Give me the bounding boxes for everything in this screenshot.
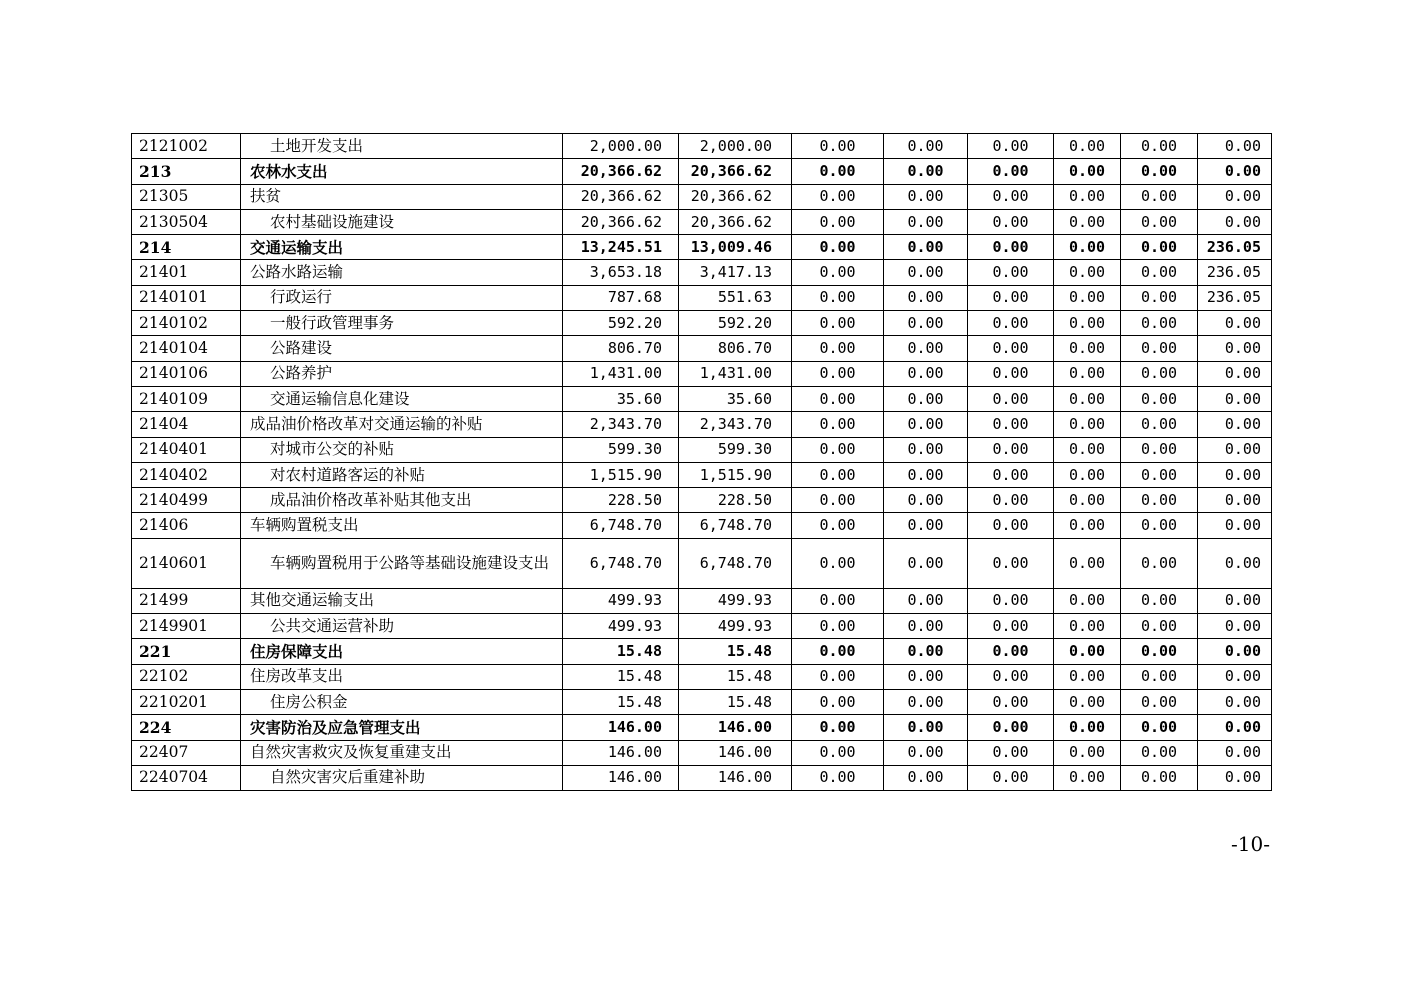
amount-cell-6: 0.00	[1054, 412, 1121, 437]
amount-cell-6: 0.00	[1054, 664, 1121, 689]
amount-cell-6: 0.00	[1054, 361, 1121, 386]
amount-cell-3: 0.00	[792, 386, 884, 411]
table-row	[132, 134, 1272, 159]
amount-cell-5: 0.00	[968, 689, 1054, 714]
amount-cell-5: 0.00	[968, 437, 1054, 462]
subject-code-cell: 2140601	[132, 538, 241, 588]
subject-name-cell: 农村基础设施建设	[241, 209, 563, 234]
amount-cell-3: 0.00	[792, 765, 884, 790]
amount-cell-4: 0.00	[884, 311, 968, 336]
subject-name-cell: 土地开发支出	[241, 134, 563, 159]
table-row	[132, 513, 1272, 538]
amount-cell-6: 0.00	[1054, 311, 1121, 336]
amount-cell-8: 0.00	[1198, 689, 1272, 714]
subject-name-cell: 车辆购置税用于公路等基础设施建设支出	[241, 538, 563, 588]
table-row	[132, 715, 1272, 740]
subject-code-cell: 2121002	[132, 134, 241, 159]
amount-cell-7: 0.00	[1121, 588, 1198, 613]
amount-cell-1: 1,515.90	[563, 462, 679, 487]
amount-cell-5: 0.00	[968, 765, 1054, 790]
amount-cell-3: 0.00	[792, 209, 884, 234]
amount-cell-5: 0.00	[968, 209, 1054, 234]
amount-cell-5: 0.00	[968, 159, 1054, 184]
amount-cell-1: 15.48	[563, 689, 679, 714]
amount-cell-5: 0.00	[968, 285, 1054, 310]
amount-cell-6: 0.00	[1054, 260, 1121, 285]
table-row	[132, 412, 1272, 437]
subject-code-cell: 2140106	[132, 361, 241, 386]
subject-code-cell: 2130504	[132, 209, 241, 234]
amount-cell-1: 15.48	[563, 639, 679, 664]
amount-cell-4: 0.00	[884, 614, 968, 639]
amount-cell-7: 0.00	[1121, 639, 1198, 664]
subject-code-cell: 2140104	[132, 336, 241, 361]
table-row	[132, 664, 1272, 689]
amount-cell-5: 0.00	[968, 614, 1054, 639]
amount-cell-3: 0.00	[792, 588, 884, 613]
amount-cell-4: 0.00	[884, 588, 968, 613]
table-body	[132, 134, 1272, 791]
amount-cell-1: 146.00	[563, 740, 679, 765]
amount-cell-6: 0.00	[1054, 386, 1121, 411]
subject-code-cell: 21401	[132, 260, 241, 285]
amount-cell-6: 0.00	[1054, 488, 1121, 513]
amount-cell-6: 0.00	[1054, 209, 1121, 234]
subject-name-cell: 对城市公交的补贴	[241, 437, 563, 462]
amount-cell-8: 0.00	[1198, 462, 1272, 487]
amount-cell-5: 0.00	[968, 361, 1054, 386]
amount-cell-7: 0.00	[1121, 386, 1198, 411]
amount-cell-8: 0.00	[1198, 588, 1272, 613]
subject-name-cell: 一般行政管理事务	[241, 311, 563, 336]
amount-cell-5: 0.00	[968, 184, 1054, 209]
subject-name-cell: 车辆购置税支出	[241, 513, 563, 538]
amount-cell-1: 599.30	[563, 437, 679, 462]
subject-name-cell: 其他交通运输支出	[241, 588, 563, 613]
amount-cell-5: 0.00	[968, 134, 1054, 159]
amount-cell-5: 0.00	[968, 462, 1054, 487]
amount-cell-8: 0.00	[1198, 614, 1272, 639]
subject-code-cell: 2140102	[132, 311, 241, 336]
amount-cell-5: 0.00	[968, 588, 1054, 613]
amount-cell-8: 0.00	[1198, 209, 1272, 234]
amount-cell-7: 0.00	[1121, 462, 1198, 487]
subject-code-cell: 224	[132, 715, 241, 740]
subject-name-cell: 公共交通运营补助	[241, 614, 563, 639]
amount-cell-3: 0.00	[792, 184, 884, 209]
subject-name-cell: 住房改革支出	[241, 664, 563, 689]
table-row	[132, 209, 1272, 234]
amount-cell-8: 236.05	[1198, 235, 1272, 260]
subject-name-cell: 公路养护	[241, 361, 563, 386]
amount-cell-4: 0.00	[884, 134, 968, 159]
amount-cell-8: 0.00	[1198, 513, 1272, 538]
amount-cell-1: 20,366.62	[563, 184, 679, 209]
amount-cell-6: 0.00	[1054, 740, 1121, 765]
amount-cell-4: 0.00	[884, 412, 968, 437]
amount-cell-8: 0.00	[1198, 184, 1272, 209]
amount-cell-1: 146.00	[563, 715, 679, 740]
amount-cell-2: 13,009.46	[679, 235, 792, 260]
amount-cell-4: 0.00	[884, 740, 968, 765]
subject-code-cell: 2140109	[132, 386, 241, 411]
amount-cell-7: 0.00	[1121, 311, 1198, 336]
amount-cell-6: 0.00	[1054, 336, 1121, 361]
amount-cell-4: 0.00	[884, 513, 968, 538]
subject-name-cell: 灾害防治及应急管理支出	[241, 715, 563, 740]
amount-cell-6: 0.00	[1054, 134, 1121, 159]
subject-name-cell: 住房公积金	[241, 689, 563, 714]
amount-cell-7: 0.00	[1121, 614, 1198, 639]
amount-cell-3: 0.00	[792, 538, 884, 588]
subject-code-cell: 21499	[132, 588, 241, 613]
amount-cell-8: 0.00	[1198, 336, 1272, 361]
amount-cell-7: 0.00	[1121, 184, 1198, 209]
table-row	[132, 184, 1272, 209]
amount-cell-5: 0.00	[968, 639, 1054, 664]
amount-cell-8: 0.00	[1198, 538, 1272, 588]
subject-code-cell: 214	[132, 235, 241, 260]
amount-cell-3: 0.00	[792, 260, 884, 285]
amount-cell-8: 0.00	[1198, 664, 1272, 689]
amount-cell-3: 0.00	[792, 740, 884, 765]
amount-cell-2: 146.00	[679, 740, 792, 765]
amount-cell-1: 20,366.62	[563, 159, 679, 184]
amount-cell-6: 0.00	[1054, 765, 1121, 790]
amount-cell-3: 0.00	[792, 361, 884, 386]
table-row	[132, 159, 1272, 184]
amount-cell-2: 599.30	[679, 437, 792, 462]
page-number: -10-	[1231, 832, 1270, 856]
table-row	[132, 488, 1272, 513]
table-row	[132, 285, 1272, 310]
amount-cell-3: 0.00	[792, 715, 884, 740]
amount-cell-2: 228.50	[679, 488, 792, 513]
amount-cell-8: 0.00	[1198, 361, 1272, 386]
table-row	[132, 740, 1272, 765]
amount-cell-3: 0.00	[792, 336, 884, 361]
amount-cell-4: 0.00	[884, 209, 968, 234]
table-row	[132, 538, 1272, 588]
amount-cell-8: 0.00	[1198, 134, 1272, 159]
amount-cell-7: 0.00	[1121, 159, 1198, 184]
table-row	[132, 311, 1272, 336]
amount-cell-6: 0.00	[1054, 513, 1121, 538]
amount-cell-2: 15.48	[679, 664, 792, 689]
subject-code-cell: 2149901	[132, 614, 241, 639]
amount-cell-1: 3,653.18	[563, 260, 679, 285]
amount-cell-4: 0.00	[884, 715, 968, 740]
amount-cell-4: 0.00	[884, 538, 968, 588]
subject-code-cell: 2210201	[132, 689, 241, 714]
amount-cell-3: 0.00	[792, 462, 884, 487]
subject-name-cell: 农林水支出	[241, 159, 563, 184]
subject-name-cell: 成品油价格改革对交通运输的补贴	[241, 412, 563, 437]
subject-code-cell: 2140402	[132, 462, 241, 487]
amount-cell-7: 0.00	[1121, 715, 1198, 740]
amount-cell-3: 0.00	[792, 614, 884, 639]
amount-cell-2: 6,748.70	[679, 538, 792, 588]
amount-cell-2: 35.60	[679, 386, 792, 411]
table-row	[132, 588, 1272, 613]
amount-cell-2: 592.20	[679, 311, 792, 336]
amount-cell-2: 2,343.70	[679, 412, 792, 437]
subject-name-cell: 住房保障支出	[241, 639, 563, 664]
amount-cell-4: 0.00	[884, 361, 968, 386]
amount-cell-4: 0.00	[884, 639, 968, 664]
amount-cell-4: 0.00	[884, 689, 968, 714]
amount-cell-6: 0.00	[1054, 462, 1121, 487]
amount-cell-7: 0.00	[1121, 361, 1198, 386]
subject-code-cell: 22407	[132, 740, 241, 765]
subject-name-cell: 公路水路运输	[241, 260, 563, 285]
table-row	[132, 689, 1272, 714]
subject-name-cell: 自然灾害救灾及恢复重建支出	[241, 740, 563, 765]
amount-cell-3: 0.00	[792, 235, 884, 260]
amount-cell-1: 2,343.70	[563, 412, 679, 437]
amount-cell-2: 499.93	[679, 614, 792, 639]
subject-name-cell: 成品油价格改革补贴其他支出	[241, 488, 563, 513]
amount-cell-8: 0.00	[1198, 765, 1272, 790]
subject-name-cell: 自然灾害灾后重建补助	[241, 765, 563, 790]
subject-code-cell: 21305	[132, 184, 241, 209]
amount-cell-2: 1,515.90	[679, 462, 792, 487]
subject-code-cell: 213	[132, 159, 241, 184]
table-row	[132, 765, 1272, 790]
amount-cell-6: 0.00	[1054, 614, 1121, 639]
amount-cell-2: 146.00	[679, 715, 792, 740]
amount-cell-2: 15.48	[679, 689, 792, 714]
amount-cell-4: 0.00	[884, 386, 968, 411]
amount-cell-7: 0.00	[1121, 437, 1198, 462]
amount-cell-6: 0.00	[1054, 437, 1121, 462]
amount-cell-1: 15.48	[563, 664, 679, 689]
amount-cell-2: 806.70	[679, 336, 792, 361]
amount-cell-4: 0.00	[884, 437, 968, 462]
amount-cell-3: 0.00	[792, 412, 884, 437]
table-row	[132, 462, 1272, 487]
amount-cell-8: 0.00	[1198, 159, 1272, 184]
amount-cell-5: 0.00	[968, 260, 1054, 285]
amount-cell-2: 2,000.00	[679, 134, 792, 159]
amount-cell-5: 0.00	[968, 336, 1054, 361]
amount-cell-2: 6,748.70	[679, 513, 792, 538]
amount-cell-3: 0.00	[792, 488, 884, 513]
amount-cell-5: 0.00	[968, 235, 1054, 260]
amount-cell-1: 20,366.62	[563, 209, 679, 234]
amount-cell-7: 0.00	[1121, 285, 1198, 310]
amount-cell-3: 0.00	[792, 134, 884, 159]
amount-cell-6: 0.00	[1054, 538, 1121, 588]
amount-cell-3: 0.00	[792, 664, 884, 689]
amount-cell-4: 0.00	[884, 488, 968, 513]
subject-code-cell: 21404	[132, 412, 241, 437]
amount-cell-6: 0.00	[1054, 588, 1121, 613]
subject-name-cell: 行政运行	[241, 285, 563, 310]
subject-code-cell: 2140499	[132, 488, 241, 513]
amount-cell-1: 228.50	[563, 488, 679, 513]
amount-cell-2: 20,366.62	[679, 159, 792, 184]
amount-cell-8: 0.00	[1198, 437, 1272, 462]
amount-cell-6: 0.00	[1054, 689, 1121, 714]
amount-cell-7: 0.00	[1121, 134, 1198, 159]
subject-code-cell: 2140101	[132, 285, 241, 310]
amount-cell-8: 0.00	[1198, 386, 1272, 411]
subject-code-cell: 2140401	[132, 437, 241, 462]
amount-cell-3: 0.00	[792, 159, 884, 184]
amount-cell-1: 35.60	[563, 386, 679, 411]
amount-cell-7: 0.00	[1121, 412, 1198, 437]
amount-cell-1: 6,748.70	[563, 513, 679, 538]
amount-cell-6: 0.00	[1054, 159, 1121, 184]
amount-cell-1: 1,431.00	[563, 361, 679, 386]
amount-cell-2: 20,366.62	[679, 184, 792, 209]
amount-cell-4: 0.00	[884, 462, 968, 487]
amount-cell-4: 0.00	[884, 260, 968, 285]
table-row	[132, 260, 1272, 285]
amount-cell-5: 0.00	[968, 386, 1054, 411]
amount-cell-6: 0.00	[1054, 285, 1121, 310]
table-row	[132, 361, 1272, 386]
amount-cell-7: 0.00	[1121, 538, 1198, 588]
amount-cell-5: 0.00	[968, 664, 1054, 689]
amount-cell-4: 0.00	[884, 184, 968, 209]
subject-code-cell: 221	[132, 639, 241, 664]
amount-cell-7: 0.00	[1121, 488, 1198, 513]
amount-cell-7: 0.00	[1121, 765, 1198, 790]
amount-cell-8: 0.00	[1198, 639, 1272, 664]
table-row	[132, 386, 1272, 411]
amount-cell-3: 0.00	[792, 689, 884, 714]
amount-cell-3: 0.00	[792, 311, 884, 336]
subject-name-cell: 交通运输信息化建设	[241, 386, 563, 411]
amount-cell-7: 0.00	[1121, 689, 1198, 714]
amount-cell-4: 0.00	[884, 336, 968, 361]
amount-cell-7: 0.00	[1121, 235, 1198, 260]
subject-name-cell: 公路建设	[241, 336, 563, 361]
amount-cell-2: 3,417.13	[679, 260, 792, 285]
amount-cell-8: 0.00	[1198, 488, 1272, 513]
amount-cell-7: 0.00	[1121, 664, 1198, 689]
amount-cell-1: 499.93	[563, 588, 679, 613]
amount-cell-2: 499.93	[679, 588, 792, 613]
amount-cell-8: 236.05	[1198, 285, 1272, 310]
amount-cell-8: 0.00	[1198, 740, 1272, 765]
amount-cell-1: 592.20	[563, 311, 679, 336]
subject-name-cell: 扶贫	[241, 184, 563, 209]
budget-table	[131, 133, 1272, 791]
amount-cell-4: 0.00	[884, 765, 968, 790]
table-row	[132, 235, 1272, 260]
amount-cell-4: 0.00	[884, 235, 968, 260]
amount-cell-2: 1,431.00	[679, 361, 792, 386]
amount-cell-3: 0.00	[792, 513, 884, 538]
amount-cell-2: 15.48	[679, 639, 792, 664]
table-row	[132, 336, 1272, 361]
amount-cell-1: 13,245.51	[563, 235, 679, 260]
amount-cell-5: 0.00	[968, 311, 1054, 336]
amount-cell-7: 0.00	[1121, 513, 1198, 538]
amount-cell-5: 0.00	[968, 488, 1054, 513]
table-row	[132, 614, 1272, 639]
amount-cell-7: 0.00	[1121, 336, 1198, 361]
amount-cell-3: 0.00	[792, 285, 884, 310]
amount-cell-1: 787.68	[563, 285, 679, 310]
amount-cell-2: 551.63	[679, 285, 792, 310]
amount-cell-7: 0.00	[1121, 209, 1198, 234]
amount-cell-5: 0.00	[968, 513, 1054, 538]
amount-cell-4: 0.00	[884, 159, 968, 184]
subject-code-cell: 22102	[132, 664, 241, 689]
amount-cell-8: 0.00	[1198, 311, 1272, 336]
amount-cell-8: 0.00	[1198, 715, 1272, 740]
amount-cell-2: 20,366.62	[679, 209, 792, 234]
amount-cell-6: 0.00	[1054, 639, 1121, 664]
amount-cell-6: 0.00	[1054, 235, 1121, 260]
amount-cell-8: 0.00	[1198, 412, 1272, 437]
amount-cell-6: 0.00	[1054, 715, 1121, 740]
amount-cell-1: 6,748.70	[563, 538, 679, 588]
amount-cell-4: 0.00	[884, 285, 968, 310]
amount-cell-7: 0.00	[1121, 260, 1198, 285]
amount-cell-5: 0.00	[968, 538, 1054, 588]
amount-cell-1: 806.70	[563, 336, 679, 361]
amount-cell-5: 0.00	[968, 740, 1054, 765]
amount-cell-3: 0.00	[792, 639, 884, 664]
amount-cell-3: 0.00	[792, 437, 884, 462]
subject-name-cell: 交通运输支出	[241, 235, 563, 260]
amount-cell-1: 2,000.00	[563, 134, 679, 159]
subject-name-cell: 对农村道路客运的补贴	[241, 462, 563, 487]
amount-cell-8: 236.05	[1198, 260, 1272, 285]
subject-code-cell: 21406	[132, 513, 241, 538]
amount-cell-1: 499.93	[563, 614, 679, 639]
subject-code-cell: 2240704	[132, 765, 241, 790]
amount-cell-2: 146.00	[679, 765, 792, 790]
amount-cell-7: 0.00	[1121, 740, 1198, 765]
table-row	[132, 437, 1272, 462]
table-row	[132, 639, 1272, 664]
amount-cell-5: 0.00	[968, 715, 1054, 740]
amount-cell-6: 0.00	[1054, 184, 1121, 209]
amount-cell-1: 146.00	[563, 765, 679, 790]
amount-cell-5: 0.00	[968, 412, 1054, 437]
amount-cell-4: 0.00	[884, 664, 968, 689]
